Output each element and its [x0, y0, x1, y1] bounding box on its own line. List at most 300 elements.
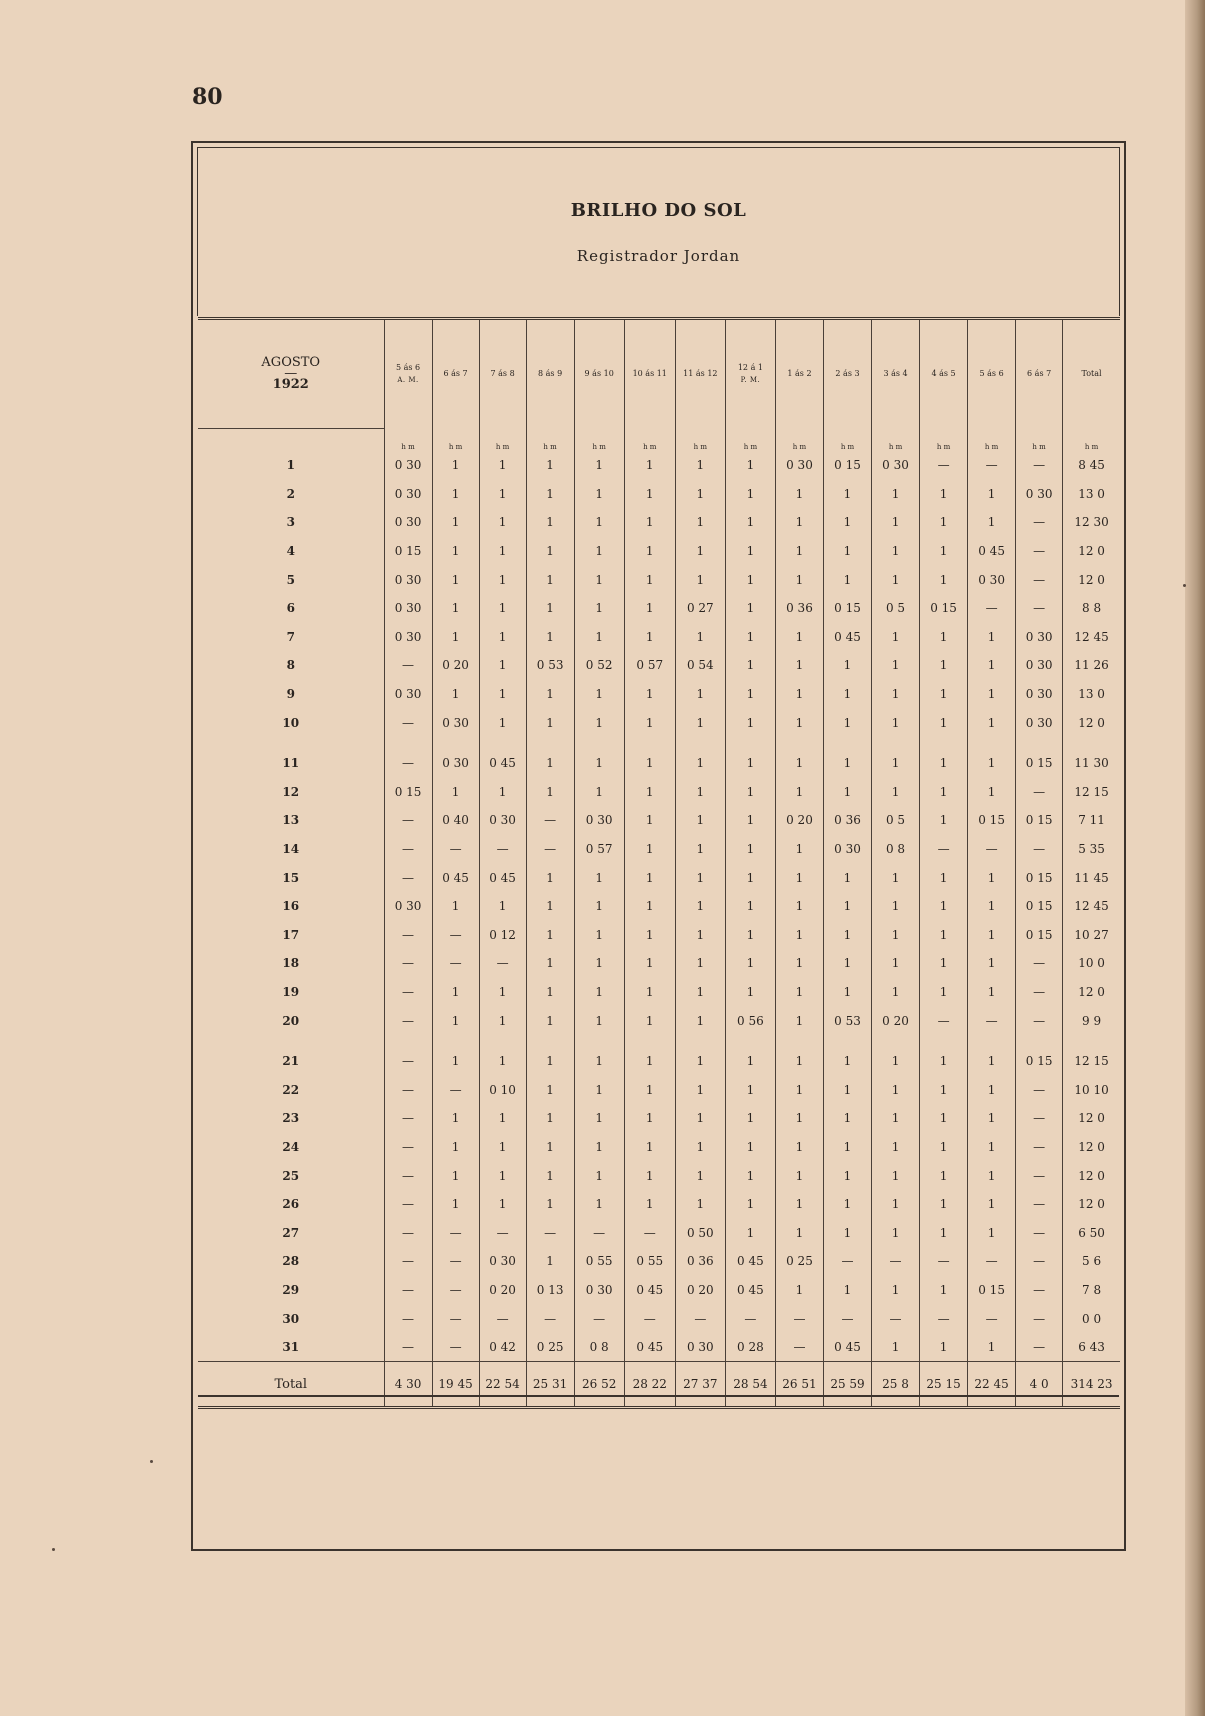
- table-cell: 1: [479, 1133, 526, 1162]
- table-cell: —: [432, 835, 479, 864]
- table-cell: —: [479, 1218, 526, 1247]
- table-cell: 1: [479, 1161, 526, 1190]
- table-cell: 1: [624, 1190, 675, 1219]
- page-subtitle: Registrador Jordan: [576, 247, 741, 265]
- table-cell: 1: [920, 480, 968, 509]
- unit-label: h m: [384, 429, 432, 452]
- table-cell: 1: [872, 921, 920, 950]
- day-label: 2: [286, 486, 295, 501]
- table-cell: —: [384, 737, 432, 778]
- table-row: [198, 921, 1120, 950]
- table-cell: 1: [432, 680, 479, 709]
- table-cell: —: [872, 1247, 920, 1276]
- table-cell: 0 56: [725, 1006, 775, 1035]
- table-cell: 1: [624, 737, 675, 778]
- table-cell: 1: [675, 892, 725, 921]
- table-cell: 1: [432, 451, 479, 480]
- table-cell: 1: [725, 863, 775, 892]
- table-cell: 1: [775, 680, 823, 709]
- table-cell: 0 45: [479, 737, 526, 778]
- table-cell: 1: [675, 708, 725, 737]
- table-cell: 1: [968, 921, 1016, 950]
- table-cell: —: [968, 1247, 1016, 1276]
- table-row: [198, 892, 1120, 921]
- hour-label: 12 á 1: [737, 363, 763, 373]
- table-cell: 1: [526, 451, 574, 480]
- table-cell: —: [384, 708, 432, 737]
- table-cell: 1: [725, 508, 775, 537]
- table-cell: 1: [574, 892, 624, 921]
- table-cell: 1: [526, 623, 574, 652]
- table-cell: 1: [872, 1133, 920, 1162]
- units-blank: [198, 429, 384, 452]
- table-cell: 1: [624, 680, 675, 709]
- hour-header: [432, 319, 479, 429]
- notes-area: [198, 1395, 1119, 1545]
- table-cell: 1: [675, 863, 725, 892]
- total-cell: 4 30: [384, 1362, 432, 1408]
- table-cell: —: [384, 806, 432, 835]
- table-cell: 1: [675, 1104, 725, 1133]
- table-cell: 1: [872, 1190, 920, 1219]
- hour-header: [675, 319, 725, 429]
- table-cell: 1: [920, 1276, 968, 1305]
- hour-label: 11 ás 12: [683, 369, 718, 379]
- table-cell: 1: [526, 863, 574, 892]
- hour-label: 5 ás 6: [979, 369, 1004, 379]
- table-row: [198, 778, 1120, 807]
- table-cell: 1: [968, 1075, 1016, 1104]
- table-cell: 1: [479, 508, 526, 537]
- paper-spot: [150, 1460, 153, 1463]
- month-label: AGOSTO: [261, 355, 321, 370]
- table-cell: —: [1016, 1333, 1063, 1362]
- table-cell: 1: [574, 778, 624, 807]
- table-cell: 1: [526, 921, 574, 950]
- hour-header: [526, 319, 574, 429]
- table-cell: —: [1016, 978, 1063, 1007]
- table-cell: 1: [775, 1276, 823, 1305]
- table-cell: 0 20: [479, 1276, 526, 1305]
- table-row: [198, 806, 1120, 835]
- table-cell: 13 0: [1063, 680, 1120, 709]
- paper-spot: [1183, 584, 1186, 587]
- table-cell: 1: [574, 480, 624, 509]
- table-cell: 1: [675, 623, 725, 652]
- hour-header: [624, 319, 675, 429]
- table-cell: 1: [775, 708, 823, 737]
- table-cell: 1: [872, 892, 920, 921]
- table-cell: —: [725, 1304, 775, 1333]
- table-cell: —: [384, 1075, 432, 1104]
- month-header: [198, 319, 384, 429]
- table-cell: 12 45: [1063, 623, 1120, 652]
- table-cell: —: [526, 1304, 574, 1333]
- table-cell: 1: [823, 778, 871, 807]
- table-cell: 1: [479, 1006, 526, 1035]
- table-cell: 1: [574, 863, 624, 892]
- units-row: [198, 429, 1120, 452]
- table-row: [198, 508, 1120, 537]
- table-cell: 1: [624, 480, 675, 509]
- table-cell: 1: [968, 480, 1016, 509]
- table-cell: —: [384, 1133, 432, 1162]
- table-cell: 1: [775, 1218, 823, 1247]
- table-cell: 0 30: [574, 1276, 624, 1305]
- table-cell: 0 15: [1016, 921, 1063, 950]
- table-cell: 1: [968, 708, 1016, 737]
- table-cell: 1: [968, 680, 1016, 709]
- totals-label: Total: [198, 1362, 384, 1408]
- table-body: [198, 429, 1120, 1408]
- table-cell: 1: [624, 778, 675, 807]
- table-cell: 1: [968, 737, 1016, 778]
- total-cell: 25 31: [526, 1362, 574, 1408]
- table-cell: 1: [725, 1104, 775, 1133]
- table-cell: —: [624, 1304, 675, 1333]
- unit-label: h m: [872, 429, 920, 452]
- table-cell: 0 52: [574, 651, 624, 680]
- hour-header: [823, 319, 871, 429]
- table-cell: 1: [920, 565, 968, 594]
- total-header: Total: [1063, 319, 1120, 429]
- table-cell: 0 30: [675, 1333, 725, 1362]
- table-cell: 1: [920, 737, 968, 778]
- table-cell: 1: [432, 1035, 479, 1076]
- table-cell: 1: [479, 565, 526, 594]
- table-cell: 12 15: [1063, 778, 1120, 807]
- table-cell: 1: [574, 680, 624, 709]
- page-title: BRILHO DO SOL: [570, 200, 747, 221]
- table-row: [198, 451, 1120, 480]
- table-cell: 0 5: [872, 594, 920, 623]
- table-cell: 1: [872, 778, 920, 807]
- table-cell: 1: [823, 565, 871, 594]
- table-cell: 11 30: [1063, 737, 1120, 778]
- table-cell: 1: [872, 949, 920, 978]
- table-cell: 1: [872, 1276, 920, 1305]
- table-cell: 0 15: [1016, 806, 1063, 835]
- table-row: [198, 1247, 1120, 1276]
- unit-label: h m: [775, 429, 823, 452]
- table-cell: —: [384, 978, 432, 1007]
- table-cell: 0 8: [872, 835, 920, 864]
- table-cell: 0 15: [1016, 1035, 1063, 1076]
- table-cell: 1: [775, 508, 823, 537]
- table-cell: 0 30: [1016, 623, 1063, 652]
- day-label: 5: [286, 572, 295, 587]
- table-cell: 0 30: [775, 451, 823, 480]
- table-row: [198, 623, 1120, 652]
- table-cell: 1: [725, 1218, 775, 1247]
- table-cell: 0 28: [725, 1333, 775, 1362]
- table-cell: 10 27: [1063, 921, 1120, 950]
- table-cell: 12 0: [1063, 1133, 1120, 1162]
- day-label: 24: [282, 1139, 300, 1154]
- table-cell: 10 10: [1063, 1075, 1120, 1104]
- table-cell: 1: [872, 565, 920, 594]
- table-row: [198, 1161, 1120, 1190]
- table-cell: 1: [479, 978, 526, 1007]
- hour-label: 6 ás 7: [1027, 369, 1052, 379]
- table-cell: —: [574, 1218, 624, 1247]
- table-cell: 1: [725, 921, 775, 950]
- table-row: [198, 1304, 1120, 1333]
- table-cell: 1: [479, 594, 526, 623]
- table-cell: 1: [624, 1075, 675, 1104]
- table-cell: 1: [920, 949, 968, 978]
- table-cell: —: [384, 1247, 432, 1276]
- table-cell: 0 15: [1016, 737, 1063, 778]
- table-cell: 1: [872, 623, 920, 652]
- table-cell: 12 45: [1063, 892, 1120, 921]
- table-cell: 1: [526, 978, 574, 1007]
- table-cell: 1: [675, 1075, 725, 1104]
- hour-label: 1 ás 2: [787, 369, 812, 379]
- table-cell: 1: [624, 565, 675, 594]
- table-cell: 1: [872, 708, 920, 737]
- unit-label: h m: [675, 429, 725, 452]
- table-cell: 1: [675, 778, 725, 807]
- table-cell: 1: [432, 594, 479, 623]
- hour-header: [574, 319, 624, 429]
- hour-label: 3 ás 4: [883, 369, 908, 379]
- table-cell: 1: [872, 680, 920, 709]
- table-cell: 1: [526, 949, 574, 978]
- day-label: 9: [286, 687, 295, 702]
- table-cell: 0 30: [479, 1247, 526, 1276]
- table-row: [198, 1006, 1120, 1035]
- table-cell: 1: [872, 537, 920, 566]
- day-label: 18: [282, 956, 300, 971]
- table-cell: 1: [725, 737, 775, 778]
- table-cell: 1: [526, 594, 574, 623]
- day-label: 15: [282, 870, 300, 885]
- month-dash: —: [284, 366, 298, 381]
- table-cell: 1: [968, 1218, 1016, 1247]
- table-cell: 1: [725, 949, 775, 978]
- table-cell: —: [432, 949, 479, 978]
- day-label: 22: [282, 1082, 300, 1097]
- table-cell: 1: [823, 737, 871, 778]
- day-label: 10: [282, 715, 300, 730]
- table-row: [198, 949, 1120, 978]
- table-cell: —: [823, 1247, 871, 1276]
- table-cell: 0 36: [675, 1247, 725, 1276]
- table-cell: —: [384, 651, 432, 680]
- table-cell: 1: [526, 892, 574, 921]
- table-cell: 1: [624, 921, 675, 950]
- table-cell: 0 27: [675, 594, 725, 623]
- table-cell: 1: [432, 1190, 479, 1219]
- table-cell: —: [432, 1075, 479, 1104]
- day-label: 7: [286, 629, 295, 644]
- table-cell: 1: [526, 1133, 574, 1162]
- table-cell: 0 30: [432, 737, 479, 778]
- table-cell: 1: [872, 1075, 920, 1104]
- table-cell: 1: [920, 1218, 968, 1247]
- table-cell: 1: [574, 1035, 624, 1076]
- table-cell: —: [1016, 1247, 1063, 1276]
- table-cell: 1: [872, 863, 920, 892]
- table-cell: 12 30: [1063, 508, 1120, 537]
- table-cell: 1: [675, 835, 725, 864]
- table-cell: 0 30: [384, 680, 432, 709]
- day-label: 19: [282, 984, 300, 999]
- hour-label: 10 ás 11: [632, 369, 667, 379]
- table-cell: 1: [725, 835, 775, 864]
- day-label: 21: [282, 1054, 300, 1069]
- table-cell: 1: [920, 1161, 968, 1190]
- table-frame: [191, 141, 1126, 1551]
- table-cell: 0 20: [675, 1276, 725, 1305]
- table-cell: 0 45: [479, 863, 526, 892]
- total-cell: 26 51: [775, 1362, 823, 1408]
- table-cell: 9 9: [1063, 1006, 1120, 1035]
- table-cell: 1: [432, 778, 479, 807]
- table-cell: 1: [574, 565, 624, 594]
- total-cell: 19 45: [432, 1362, 479, 1408]
- table-cell: 1: [432, 978, 479, 1007]
- table-cell: 12 0: [1063, 978, 1120, 1007]
- table-cell: 0 15: [968, 806, 1016, 835]
- table-cell: 5 6: [1063, 1247, 1120, 1276]
- table-cell: 1: [675, 1161, 725, 1190]
- table-cell: —: [968, 835, 1016, 864]
- table-cell: 0 45: [968, 537, 1016, 566]
- table-cell: 0 42: [479, 1333, 526, 1362]
- table-cell: 0 30: [384, 451, 432, 480]
- table-cell: 1: [624, 863, 675, 892]
- table-cell: 1: [432, 1104, 479, 1133]
- table-cell: 0 10: [479, 1075, 526, 1104]
- day-label: 8: [286, 658, 295, 673]
- table-cell: 0 57: [624, 651, 675, 680]
- table-cell: 0 30: [1016, 680, 1063, 709]
- table-cell: 1: [823, 1190, 871, 1219]
- unit-label: h m: [725, 429, 775, 452]
- table-cell: 0 50: [675, 1218, 725, 1247]
- unit-label: h m: [823, 429, 871, 452]
- hour-header: [384, 319, 432, 429]
- table-cell: 0 15: [1016, 863, 1063, 892]
- table-cell: 1: [624, 1104, 675, 1133]
- table-row: [198, 565, 1120, 594]
- table-cell: 1: [574, 921, 624, 950]
- total-cell: 28 22: [624, 1362, 675, 1408]
- table-cell: —: [479, 949, 526, 978]
- day-label: 23: [282, 1111, 300, 1126]
- table-cell: 1: [574, 1104, 624, 1133]
- table-cell: 0 30: [1016, 708, 1063, 737]
- table-cell: 1: [968, 1333, 1016, 1362]
- table-cell: —: [775, 1304, 823, 1333]
- table-cell: 1: [775, 1104, 823, 1133]
- table-cell: 1: [823, 892, 871, 921]
- table-cell: 1: [675, 1006, 725, 1035]
- table-cell: 0 30: [384, 623, 432, 652]
- table-cell: 1: [920, 806, 968, 835]
- table-cell: —: [1016, 1075, 1063, 1104]
- table-cell: 1: [823, 680, 871, 709]
- table-cell: 0 57: [574, 835, 624, 864]
- table-cell: 1: [775, 1075, 823, 1104]
- table-cell: 1: [574, 508, 624, 537]
- table-row: [198, 835, 1120, 864]
- table-cell: 1: [432, 623, 479, 652]
- table-cell: 7 11: [1063, 806, 1120, 835]
- table-row: [198, 680, 1120, 709]
- table-row: [198, 1190, 1120, 1219]
- table-cell: 0 45: [624, 1276, 675, 1305]
- table-cell: 1: [479, 651, 526, 680]
- table-cell: 12 0: [1063, 537, 1120, 566]
- hour-label: 7 ás 8: [490, 369, 515, 379]
- table-cell: 1: [675, 508, 725, 537]
- table-cell: 0 30: [1016, 651, 1063, 680]
- paper-spot: [52, 1548, 55, 1551]
- unit-label: h m: [624, 429, 675, 452]
- table-cell: 1: [432, 892, 479, 921]
- table-cell: 1: [675, 1133, 725, 1162]
- table-cell: 1: [968, 1104, 1016, 1133]
- table-cell: 1: [823, 1133, 871, 1162]
- table-cell: 1: [725, 1161, 775, 1190]
- table-cell: 1: [775, 1133, 823, 1162]
- table-cell: —: [968, 1006, 1016, 1035]
- table-cell: 1: [823, 1161, 871, 1190]
- day-label: 25: [282, 1168, 300, 1183]
- total-cell: 314 23: [1063, 1362, 1120, 1408]
- table-cell: 1: [872, 480, 920, 509]
- table-cell: 0 15: [920, 594, 968, 623]
- hour-label: 5 ás 6: [395, 363, 421, 373]
- table-cell: 1: [432, 508, 479, 537]
- table-cell: 1: [968, 978, 1016, 1007]
- day-label: 29: [282, 1282, 300, 1297]
- header-row: [198, 319, 1120, 429]
- table-row: [198, 1104, 1120, 1133]
- table-cell: 0 36: [775, 594, 823, 623]
- table-cell: 1: [872, 1035, 920, 1076]
- table-cell: 1: [775, 623, 823, 652]
- table-cell: 0 30: [823, 835, 871, 864]
- table-cell: 1: [823, 708, 871, 737]
- table-cell: 1: [479, 1190, 526, 1219]
- hour-header: [920, 319, 968, 429]
- hour-header: [872, 319, 920, 429]
- day-label: 20: [282, 1013, 300, 1028]
- day-label: 12: [282, 784, 300, 799]
- table-cell: 1: [574, 1006, 624, 1035]
- table-cell: 1: [968, 1190, 1016, 1219]
- table-cell: 1: [574, 594, 624, 623]
- table-cell: 1: [920, 1133, 968, 1162]
- table-cell: 12 0: [1063, 708, 1120, 737]
- table-cell: —: [526, 835, 574, 864]
- table-cell: 10 0: [1063, 949, 1120, 978]
- table-cell: —: [526, 1218, 574, 1247]
- table-cell: 1: [872, 737, 920, 778]
- table-cell: —: [1016, 508, 1063, 537]
- day-label: 14: [282, 842, 300, 857]
- table-cell: 1: [823, 1218, 871, 1247]
- table-cell: 6 50: [1063, 1218, 1120, 1247]
- day-label: 1: [286, 458, 295, 473]
- table-cell: 1: [872, 508, 920, 537]
- table-cell: 1: [823, 1075, 871, 1104]
- table-cell: —: [384, 921, 432, 950]
